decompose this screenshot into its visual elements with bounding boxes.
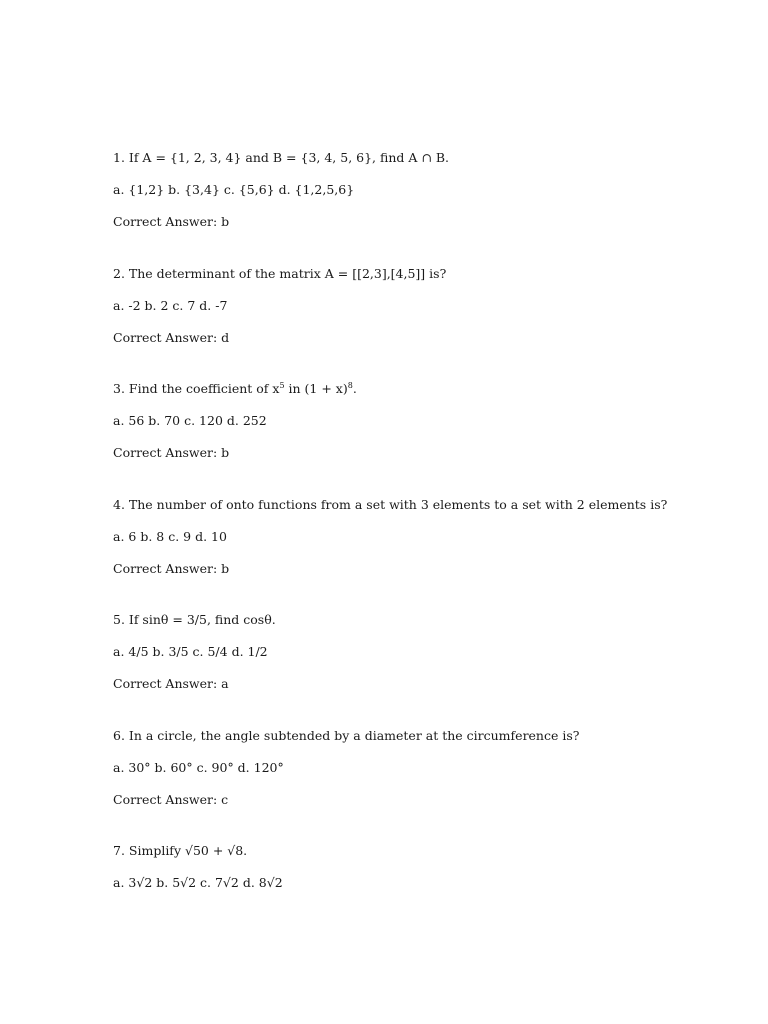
- question-3: [113, 381, 713, 497]
- question-text: 5. If sinθ = 3/5, find cosθ.: [113, 612, 276, 627]
- question-text: 7. Simplify √50 + √8.: [113, 843, 248, 858]
- question-text-part: .: [352, 381, 357, 396]
- question-text: 6. In a circle, the angle subtended by a diameter at the circumference is?: [113, 727, 580, 743]
- exponent: 8: [347, 380, 353, 390]
- question-text: [113, 381, 713, 397]
- question-text-part: in (1 + x): [284, 381, 348, 396]
- correct-answer: Correct Answer: c: [113, 791, 229, 807]
- answer-options: a. 3√2 b. 5√2 c. 7√2 d. 8√2: [113, 875, 283, 890]
- correct-answer: Correct Answer: b: [113, 214, 230, 229]
- question-text: 4. The number of onto functions from a set with 3 elements to a set with 2 elements is?: [113, 496, 668, 512]
- answer-options: a. 30° b. 60° c. 90° d. 120°: [113, 759, 284, 775]
- exponent: 5: [279, 380, 285, 390]
- question-7: [113, 843, 713, 959]
- question-5: [113, 612, 713, 728]
- question-6: [113, 728, 713, 844]
- question-1: [113, 150, 713, 266]
- question-text-part: 3. Find the coefficient of x: [113, 381, 280, 396]
- correct-answer: Correct Answer: b: [113, 445, 230, 460]
- question-text: 1. If A = {1, 2, 3, 4} and B = {3, 4, 5, 6}, find A ∩ B.: [113, 150, 449, 165]
- question-2: [113, 266, 713, 382]
- answer-options: a. {1,2} b. {3,4} c. {5,6} d. {1,2,5,6}: [113, 182, 355, 197]
- question-4: [113, 497, 713, 613]
- answer-options: a. -2 b. 2 c. 7 d. -7: [113, 297, 228, 313]
- correct-answer: Correct Answer: b: [113, 560, 230, 576]
- correct-answer: Correct Answer: a: [113, 676, 229, 691]
- answer-options: a. 56 b. 70 c. 120 d. 252: [113, 413, 267, 428]
- document-page: [113, 150, 713, 959]
- answer-options: a. 6 b. 8 c. 9 d. 10: [113, 528, 227, 544]
- correct-answer: Correct Answer: d: [113, 329, 230, 345]
- question-text: 2. The determinant of the matrix A = [[2,3],[4,5]] is?: [113, 265, 447, 281]
- answer-options: a. 4/5 b. 3/5 c. 5/4 d. 1/2: [113, 644, 268, 659]
